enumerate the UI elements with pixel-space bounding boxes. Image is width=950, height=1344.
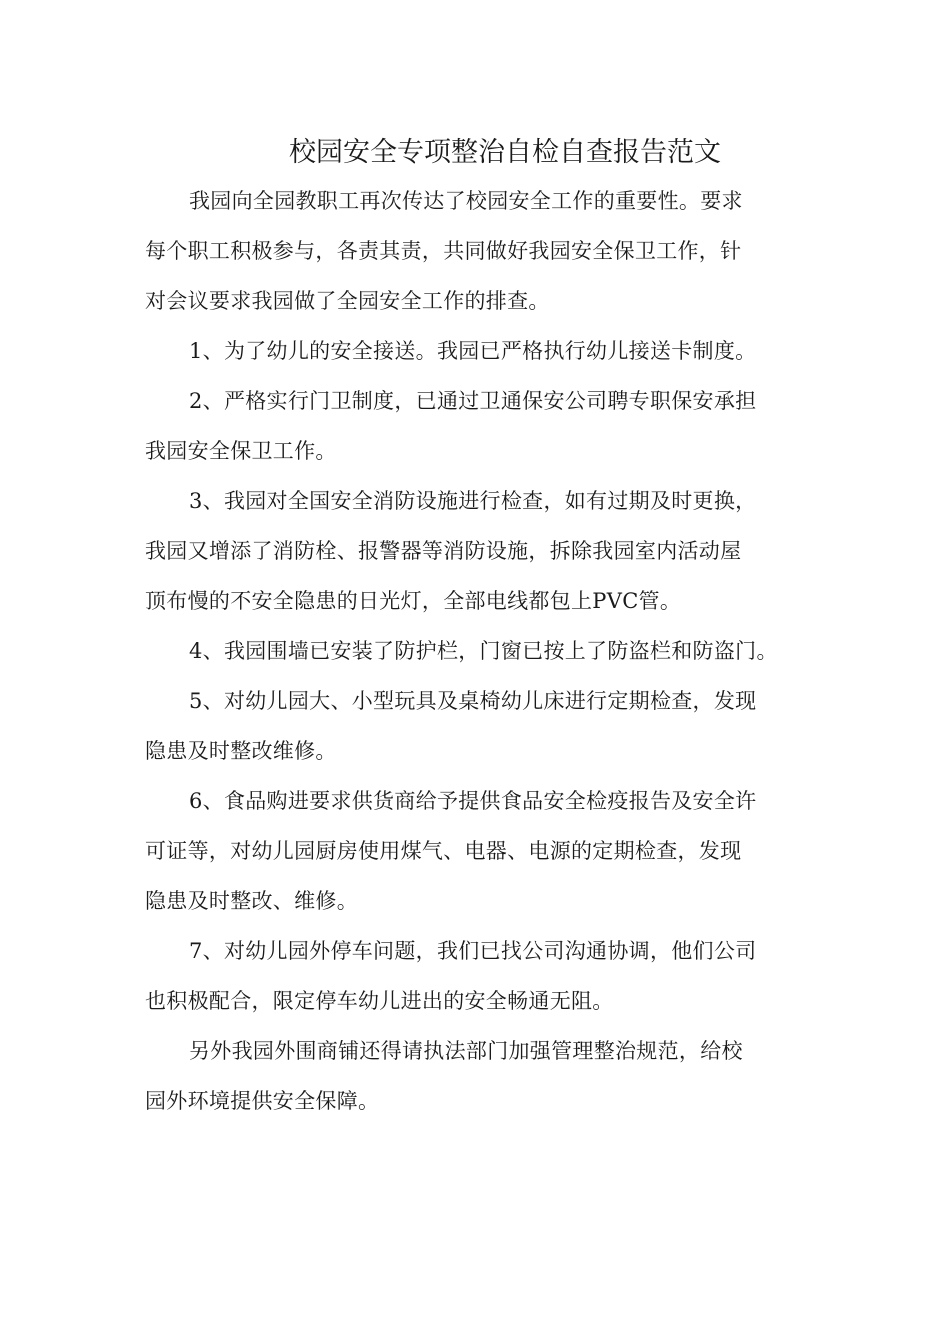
paragraph-line: 隐患及时整改、维修。 [145, 889, 358, 913]
paragraph-line: 我园向全园教职工再次传达了校园安全工作的重要性。要求 [189, 189, 743, 213]
paragraph-line: 2、严格实行门卫制度，已通过卫通保安公司聘专职保安承担 [189, 389, 757, 413]
paragraph-item-7 [145, 926, 817, 1026]
paragraph-line: 顶布慢的不安全隐患的日光灯，全部电线都包上PVC管。 [145, 589, 682, 613]
paragraph-closing [145, 1026, 817, 1126]
paragraph-line: 可证等，对幼儿园厨房使用煤气、电器、电源的定期检查，发现 [145, 839, 742, 863]
paragraph-item-5 [145, 676, 817, 776]
paragraph-item-4 [145, 626, 817, 676]
paragraph-line: 3、我园对全国安全消防设施进行检查，如有过期及时更换， [189, 489, 757, 513]
paragraph-intro [145, 176, 817, 326]
paragraph-line: 隐患及时整改维修。 [145, 739, 337, 763]
paragraph-line: 每个职工积极参与，各责其责，共同做好我园安全保卫工作，针 [145, 239, 742, 263]
paragraph-line: 7、对幼儿园外停车问题，我们已找公司沟通协调，他们公司 [189, 939, 757, 963]
paragraph-line: 园外环境提供安全保障。 [145, 1089, 380, 1113]
paragraph-item-3 [145, 476, 817, 626]
document-body [145, 176, 817, 1126]
paragraph-line: 另外我园外围商铺还得请执法部门加强管理整治规范，给校 [189, 1039, 743, 1063]
paragraph-line: 也积极配合，限定停车幼儿进出的安全畅通无阻。 [145, 989, 614, 1013]
paragraph-line: 对会议要求我园做了全园安全工作的排查。 [145, 289, 550, 313]
paragraph-line: 5、对幼儿园大、小型玩具及桌椅幼儿床进行定期检查，发现 [189, 689, 757, 713]
paragraph-item-1 [145, 326, 817, 376]
paragraph-item-6 [145, 776, 817, 926]
paragraph-line: 1、为了幼儿的安全接送。我园已严格执行幼儿接送卡制度。 [189, 339, 757, 363]
paragraph-line: 我园安全保卫工作。 [145, 439, 337, 463]
paragraph-item-2 [145, 376, 817, 476]
paragraph-line: 我园又增添了消防栓、报警器等消防设施，拆除我园室内活动屋 [145, 539, 742, 563]
paragraph-line: 6、食品购进要求供货商给予提供食品安全检疫报告及安全许 [189, 789, 757, 813]
paragraph-line: 4、我园围墙已安装了防护栏，门窗已按上了防盗栏和防盗门。 [189, 639, 778, 663]
document-title: 校园安全专项整治自检自查报告范文 [289, 137, 721, 168]
